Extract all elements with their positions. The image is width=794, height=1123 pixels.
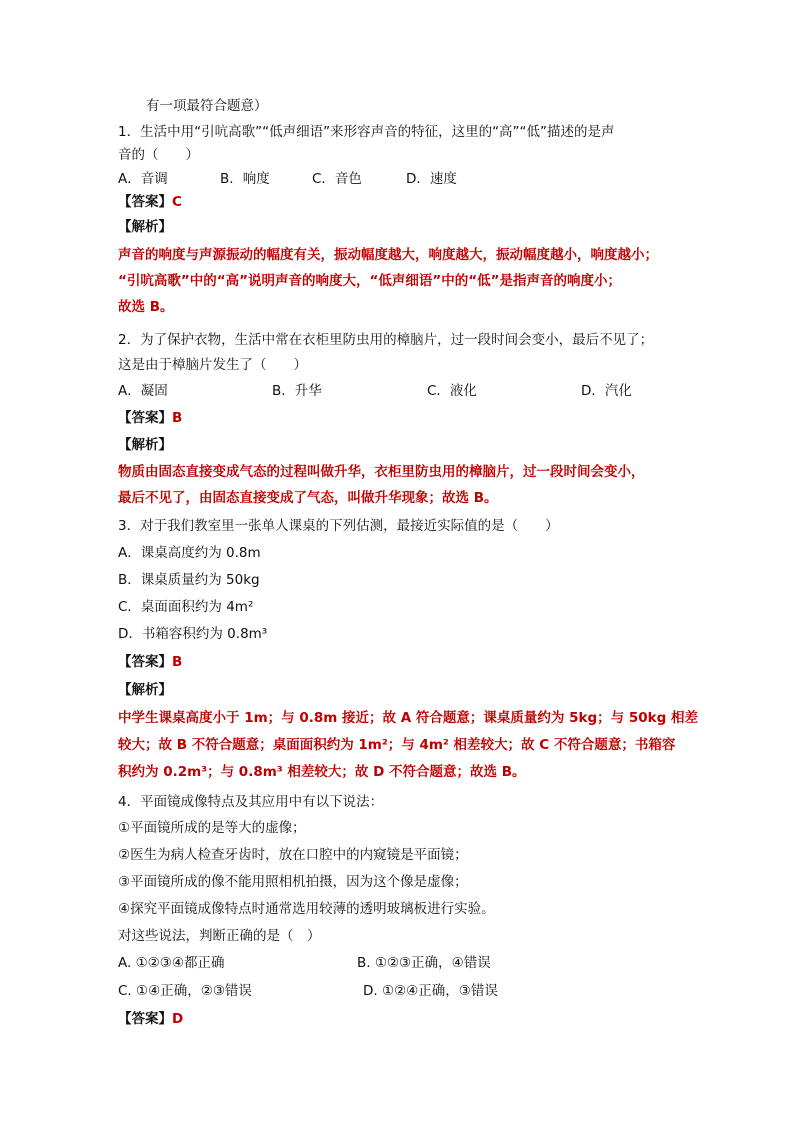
option-d: D．速度 <box>406 171 457 187</box>
question-stem: 音的（ ） <box>118 147 199 163</box>
option-b: B．升华 <box>272 383 322 399</box>
option-a: A．音调 <box>118 171 168 187</box>
answer: 【答案】D <box>118 1011 184 1027</box>
question-stem: 1．生活中用“引吭高歌”“低声细语”来形容声音的特征，这里的“高”“低”描述的是声 <box>118 124 615 140</box>
statement-1: ①平面镜所成的是等大的虚像； <box>118 820 306 836</box>
analysis-label: 【解析】 <box>118 682 172 698</box>
question-stem: 2．为了保护衣物，生活中常在衣柜里防虫用的樟脑片，过一段时间会变小，最后不见了； <box>118 332 654 348</box>
analysis-text: 故选 B。 <box>118 299 174 315</box>
instruction-fragment: 有一项最符合题意） <box>146 98 268 114</box>
option-c: C．桌面面积约为 4m² <box>118 599 254 615</box>
option-b: B. ①②③正确，④错误 <box>357 955 491 971</box>
option-a: A. ①②③④都正确 <box>118 955 225 971</box>
analysis-text: 最后不见了，由固态直接变成了气态，叫做升华现象；故选 B。 <box>118 490 498 506</box>
option-d: D. ①②④正确，③错误 <box>363 983 498 999</box>
option-c: C．音色 <box>312 171 362 187</box>
option-a: A．凝固 <box>118 383 168 399</box>
analysis-text: 较大；故 B 不符合题意；桌面面积约为 1m²；与 4m² 相差较大；故 C 不符合题意；书箱容 <box>118 737 676 753</box>
answer: 【答案】B <box>118 410 183 426</box>
question-stem: 这是由于樟脑片发生了（ ） <box>118 357 307 373</box>
answer: 【答案】B <box>118 654 183 670</box>
analysis-text: 中学生课桌高度小于 1m；与 0.8m 接近；故 A 符合题意；课桌质量约为 5kg；与 50kg 相差 <box>118 710 698 726</box>
statement-3: ③平面镜所成的像不能用照相机拍摄，因为这个像是虚像； <box>118 874 468 890</box>
question-stem: 3．对于我们教室里一张单人课桌的下列估测，最接近实际值的是（ ） <box>118 518 559 534</box>
statement-2: ②医生为病人检查牙齿时，放在口腔中的内窥镜是平面镜； <box>118 847 468 863</box>
option-c: C. ①④正确，②③错误 <box>118 983 252 999</box>
option-d: D．汽化 <box>581 383 632 399</box>
question-prompt: 对这些说法，判断正确的是（ ） <box>118 928 321 944</box>
answer: 【答案】C <box>118 194 182 210</box>
option-a: A．课桌高度约为 0.8m <box>118 545 261 561</box>
option-b: B．响度 <box>220 171 270 187</box>
question-stem: 4．平面镜成像特点及其应用中有以下说法： <box>118 794 384 810</box>
option-d: D．书箱容积约为 0.8m³ <box>118 626 268 642</box>
analysis-label: 【解析】 <box>118 219 172 235</box>
analysis-label: 【解析】 <box>118 437 172 453</box>
analysis-text: 积约为 0.2m³；与 0.8m³ 相差较大；故 D 不符合题意；故选 B。 <box>118 764 526 780</box>
option-c: C．液化 <box>427 383 477 399</box>
analysis-text: 物质由固态直接变成气态的过程叫做升华，衣柜里防虫用的樟脑片，过一段时间会变小， <box>118 464 645 480</box>
analysis-text: 声音的响度与声源振动的幅度有关，振动幅度越大，响度越大，振动幅度越小，响度越小； <box>118 247 658 263</box>
option-b: B．课桌质量约为 50kg <box>118 572 260 588</box>
statement-4: ④探究平面镜成像特点时通常选用较薄的透明玻璃板进行实验。 <box>118 901 495 917</box>
analysis-text: “引吭高歌”中的“高”说明声音的响度大，“低声细语”中的“低”是指声音的响度小； <box>118 273 621 289</box>
